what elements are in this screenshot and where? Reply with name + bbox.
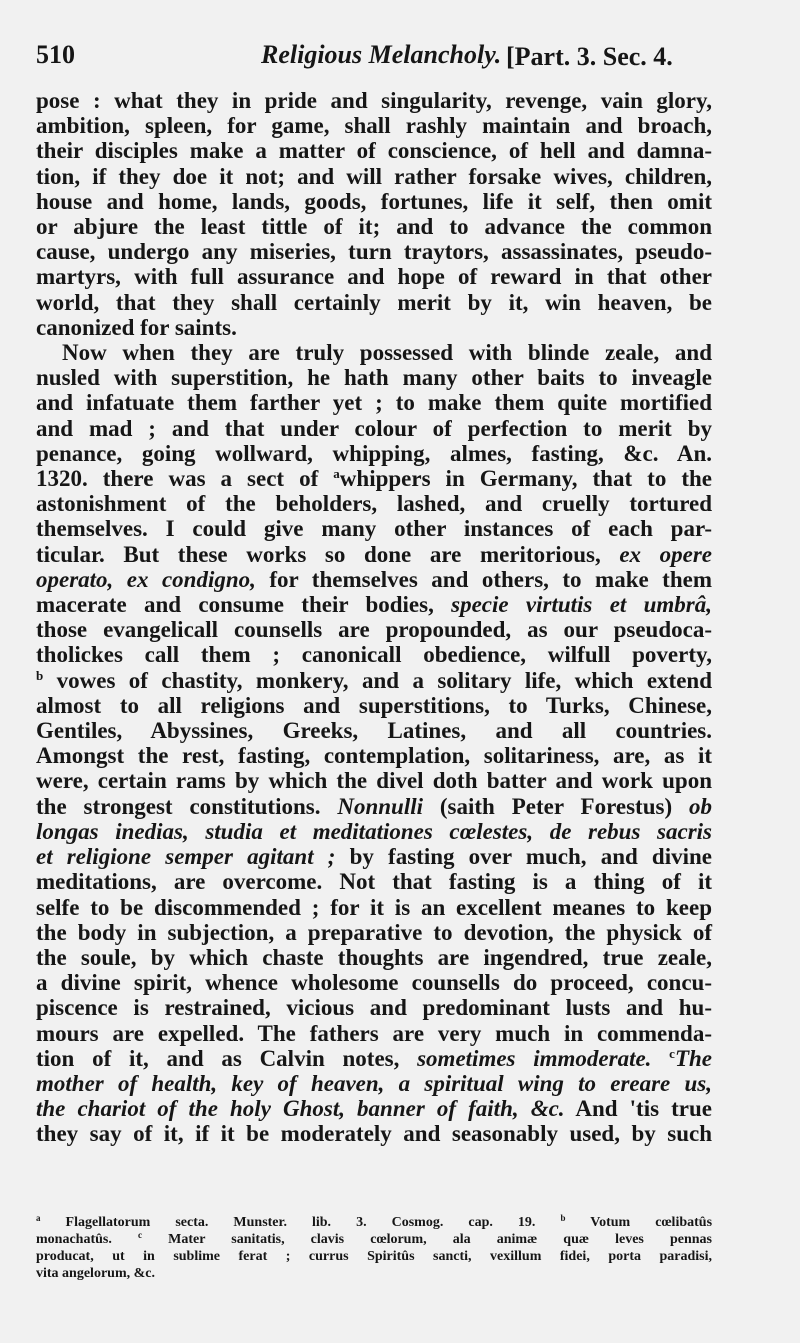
italic-text: the chariot of the holy Ghost, banner of faith, &c. <box>36 1096 565 1122</box>
text-line: canonized for saints. <box>36 314 237 340</box>
italic-text: Nonnulli <box>337 793 423 819</box>
footnote-ref-c: c <box>669 1045 675 1061</box>
text-segment: ticular. But these works so done are meritorious, <box>36 541 601 567</box>
text-line: piscence is restrained, vicious and predominant lusts and hu- <box>36 995 712 1021</box>
footnote-ref-a: a <box>333 466 340 482</box>
text-line: and infatuate them farther yet ; to make them quite mortified <box>36 390 712 416</box>
text-line: tion, if they doe it not; and will rather forsake wives, children, <box>36 163 712 189</box>
page-number: 510 <box>36 40 75 69</box>
text-line <box>36 567 712 592</box>
footnote-ref-b: b <box>36 667 44 683</box>
text-line: they say of it, if it be moderately and seasonably used, by such <box>36 1121 712 1147</box>
italic-text: The <box>674 1045 713 1071</box>
text-line <box>36 1071 712 1096</box>
footnotes <box>36 1214 712 1282</box>
text-segment: the strongest constitutions. <box>36 793 321 819</box>
text-line: ambition, spleen, for game, shall rashly maintain and broach, <box>36 113 712 139</box>
footnote-text: Mater sanitatis, clavis cœlorum, ala animæ quæ leves pennas <box>168 1232 713 1247</box>
text-line: almost to all religions and superstitions, to Turks, Chinese, <box>36 692 712 718</box>
footnote-text: Flagellatorum secta. Munster. lib. 3. Cosmog. cap. 19. <box>65 1215 536 1230</box>
paragraph-start-line: Now when they are truly possessed with blinde zeale, and <box>62 340 712 366</box>
footnote-line: vita angelorum, &c. <box>36 1266 155 1281</box>
text-line: were, certain rams by which the divel doth batter and work upon <box>36 768 712 794</box>
text-line <box>36 466 712 491</box>
footnote-text: monachatûs. <box>36 1232 112 1247</box>
text-line: cause, undergo any miseries, turn traytors, assassinates, pseudo- <box>36 239 712 265</box>
italic-text: operato, ex condigno, <box>36 566 256 592</box>
text-line <box>36 844 712 869</box>
text-line: selfe to be discommended ; for it is an excellent meanes to keep <box>36 894 712 920</box>
italic-text: ex opere <box>619 541 713 567</box>
text-line: astonishment of the beholders, lashed, and cruelly tortured <box>36 491 712 517</box>
footnote-line <box>36 1231 712 1248</box>
text-line <box>36 592 712 617</box>
text-segment: for themselves and others, to make them <box>269 566 712 592</box>
text-line: tholickes call them ; canonicall obedience, wilfull poverty, <box>36 642 712 668</box>
italic-text: mother of health, key of heaven, a spiritual wing to ereare us, <box>36 1070 712 1096</box>
text-line: mours are expelled. The fathers are very much in commenda- <box>36 1020 712 1046</box>
footnote-marker-a: a <box>36 1213 41 1223</box>
footnote-line <box>36 1214 712 1231</box>
text-line: Amongst the rest, fasting, contemplation, solitariness, are, as it <box>36 743 712 769</box>
footnote-text: Votum cœlibatûs <box>590 1215 713 1230</box>
text-line: or abjure the least tittle of it; and to advance the common <box>36 214 712 240</box>
text-line: those evangelicall counsells are propounded, as our pseudoca- <box>36 617 712 643</box>
footnote-marker-b: b <box>560 1213 566 1223</box>
text-segment: whippers in Germany, that to the <box>339 466 712 492</box>
text-line: nusled with superstition, he hath many other baits to inveagle <box>36 365 712 391</box>
text-line <box>36 1046 712 1071</box>
text-line: house and home, lands, goods, fortunes, life it self, then omit <box>36 188 712 214</box>
text-line <box>36 1096 712 1121</box>
italic-text: longas inedias, studia et meditationes cœlestes, de rebus sacris <box>36 818 712 844</box>
text-segment: macerate and consume their bodies, <box>36 592 434 618</box>
text-line: martyrs, with full assurance and hope of reward in that other <box>36 264 712 290</box>
footnote-marker-c: c <box>137 1230 142 1240</box>
text-line: penance, going wollward, whipping, almes, fasting, &c. An. <box>36 440 712 466</box>
text-line: themselves. I could give many other instances of each par- <box>36 516 712 542</box>
text-segment: And 'tis true <box>575 1096 712 1122</box>
italic-text: ob <box>689 793 712 819</box>
text-line: world, that they shall certainly merit by it, win heaven, be <box>36 289 712 315</box>
footnote-line: producat, ut in sublime ferat ; currus Spiritûs sancti, vexillum fidei, porta paradisi, <box>36 1249 712 1264</box>
text-line <box>36 542 712 567</box>
text-line <box>36 819 712 844</box>
text-line: the soule, by which chaste thoughts are ingendred, true zeale, <box>36 944 712 970</box>
text-segment: by fasting over much, and divine <box>349 844 713 870</box>
text-line: the body in subjection, a preparative to devotion, the physick of <box>36 919 712 945</box>
italic-text: sometimes immoderate. <box>417 1045 652 1071</box>
text-segment: tion of it, and as Calvin notes, <box>36 1045 400 1071</box>
running-header <box>36 40 716 80</box>
text-line: pose : what they in pride and singularity, revenge, vain glory, <box>36 88 712 113</box>
text-line <box>36 668 712 693</box>
section-reference: [Part. 3. Sec. 4. <box>506 42 673 71</box>
text-line: their disciples make a matter of conscience, of hell and damna- <box>36 138 712 164</box>
text-line: a divine spirit, whence wholesome counsells do proceed, concu- <box>36 970 712 996</box>
italic-text: specie virtutis et umbrâ, <box>451 592 712 618</box>
italic-text: et religione semper agitant ; <box>36 844 336 870</box>
text-segment: 1320. there was a sect of <box>36 466 319 492</box>
running-title: Religious Melancholy. <box>261 40 502 69</box>
text-segment: vowes of chastity, monkery, and a solitary life, which extend <box>56 667 712 693</box>
text-line: Gentiles, Abyssines, Greeks, Latines, and all countries. <box>36 718 712 744</box>
text-segment: (saith Peter Forestus) <box>439 793 673 819</box>
text-line <box>36 794 712 819</box>
text-line: and mad ; and that under colour of perfection to merit by <box>36 415 712 441</box>
text-line: meditations, are overcome. Not that fasting is a thing of it <box>36 869 712 895</box>
body-text <box>36 88 712 1147</box>
